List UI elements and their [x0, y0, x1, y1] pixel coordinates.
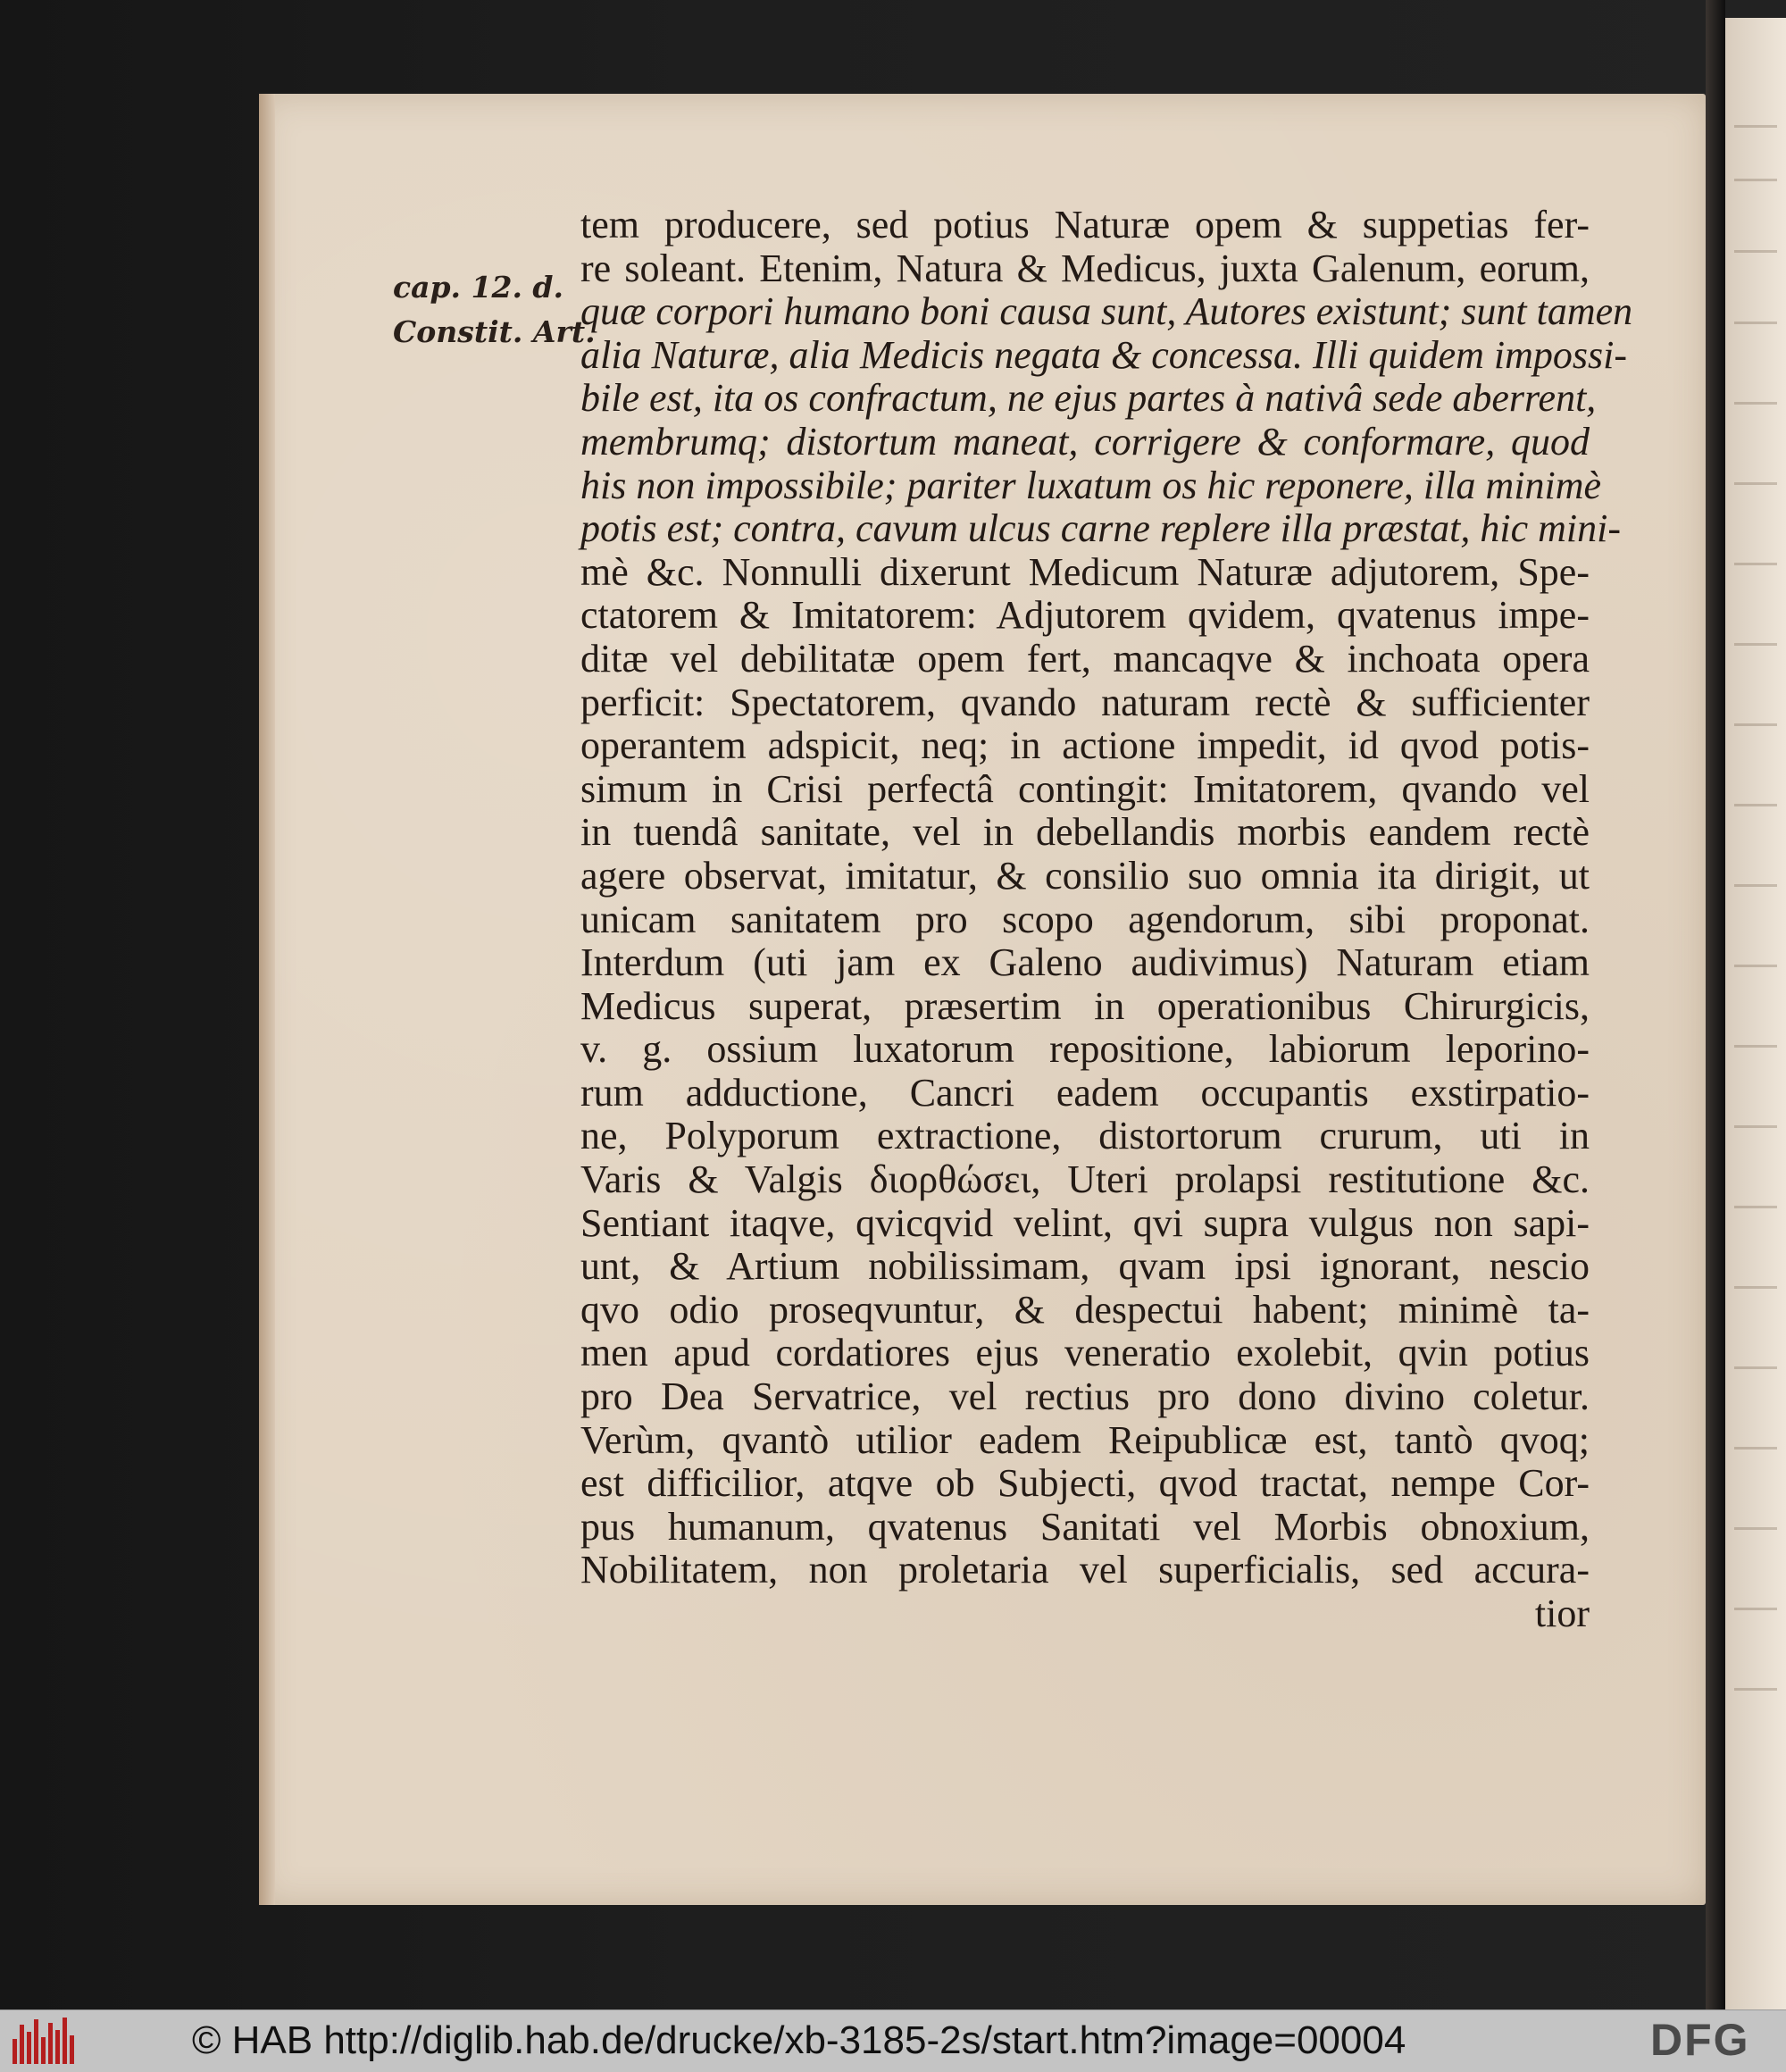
text-line: ditæ vel debilitatæ opem fert, mancaqve & inchoata opera: [580, 636, 1590, 681]
text-line: Medicus superat, præsertim in operationibus Chirurgicis,: [580, 983, 1590, 1028]
text-line: tem producere, sed potius Naturæ opem & suppetias fer-: [580, 203, 1590, 246]
dfg-logo[interactable]: DFG: [1650, 2015, 1750, 2065]
text-line: membrumq; distortum maneat, corrigere & conformare, quod: [580, 419, 1590, 464]
margin-note-chapter: cap. 12. d.: [393, 270, 563, 305]
text-line: his non impossibile; pariter luxatum os hic reponere, illa minimè: [580, 463, 1602, 507]
text-line: bile est, ita os confractum, ne ejus partes à nativâ sede aberrent,: [580, 376, 1597, 421]
text-line: simum in Crisi perfectâ contingit: Imitatorem, qvando vel: [580, 766, 1590, 811]
text-line: Verùm, qvantò utilior eadem Reipublicæ est, tantò qvoq;: [580, 1417, 1590, 1462]
text-line: agere observat, imitatur, & consilio suo omnia ita dirigit, ut: [580, 853, 1590, 898]
text-line: Interdum (uti jam ex Galeno audivimus) Naturam etiam: [580, 940, 1590, 985]
margin-note-source: Constit. Art.: [393, 314, 596, 349]
text-line: qvo odio proseqvuntur, & despectui habent; minimè ta-: [580, 1287, 1590, 1332]
text-line: unicam sanitatem pro scopo agendorum, sibi proponat.: [580, 897, 1590, 941]
page-edge: [259, 94, 275, 1905]
text-line: ctatorem & Imitatorem: Adjutorem qvidem, qvatenus impe-: [580, 593, 1590, 638]
text-line: v. g. ossium luxatorum repositione, labiorum leporino-: [580, 1027, 1590, 1072]
text-line: Nobilitatem, non proletaria vel superficialis, sed accura-: [580, 1548, 1590, 1592]
page-text-block: [580, 203, 1633, 1636]
facing-page-edge: [1725, 18, 1786, 2009]
text-line: quæ corpori humano boni causa sunt, Autores existunt; sunt tamen: [580, 289, 1633, 334]
text-line: rum adductione, Cancri eadem occupantis exstirpatio-: [580, 1070, 1590, 1115]
text-line: men apud cordatiores ejus veneratio exolebit, qvin potius: [580, 1331, 1590, 1375]
book-gutter: [1706, 0, 1725, 2009]
text-line: operantem adspicit, neq; in actione impedit, id qvod potis-: [580, 723, 1590, 768]
text-line: re soleant. Etenim, Natura & Medicus, juxta Galenum, eorum,: [580, 246, 1590, 290]
text-line: pro Dea Servatrice, vel rectius pro dono divino coletur.: [580, 1374, 1590, 1419]
text-line: tior: [1534, 1592, 1590, 1635]
text-line: Varis & Valgis διορθώσει, Uteri prolapsi restitutione &c.: [580, 1157, 1590, 1202]
hab-logo-icon[interactable]: [13, 2018, 77, 2064]
text-line: unt, & Artium nobilissimam, qvam ipsi ignorant, nescio: [580, 1244, 1590, 1289]
text-line: perficit: Spectatorem, qvando naturam rectè & sufficienter: [580, 680, 1590, 724]
text-line: Sentiant itaqve, qvicqvid velint, qvi supra vulgus non sapi-: [580, 1200, 1590, 1245]
text-line: potis est; contra, cavum ulcus carne replere illa præstat, hic mini-: [580, 506, 1622, 551]
text-line: mè &c. Nonnulli dixerunt Medicum Naturæ adjutorem, Spe-: [580, 549, 1590, 594]
text-line: in tuendâ sanitate, vel in debellandis morbis eandem rectè: [580, 810, 1590, 855]
text-line: alia Naturæ, alia Medicis negata & concessa. Illi quidem impossi-: [580, 332, 1628, 377]
text-line: ne, Polyporum extractione, distortorum crurum, uti in: [580, 1114, 1590, 1158]
copyright-url-link[interactable]: © HAB http://diglib.hab.de/drucke/xb-3185-2s/start.htm?image=00004: [192, 2018, 1406, 2062]
text-line: pus humanum, qvatenus Sanitati vel Morbis obnoxium,: [580, 1504, 1590, 1549]
text-line: est difficilior, atqve ob Subjecti, qvod tractat, nempe Cor-: [580, 1461, 1590, 1506]
